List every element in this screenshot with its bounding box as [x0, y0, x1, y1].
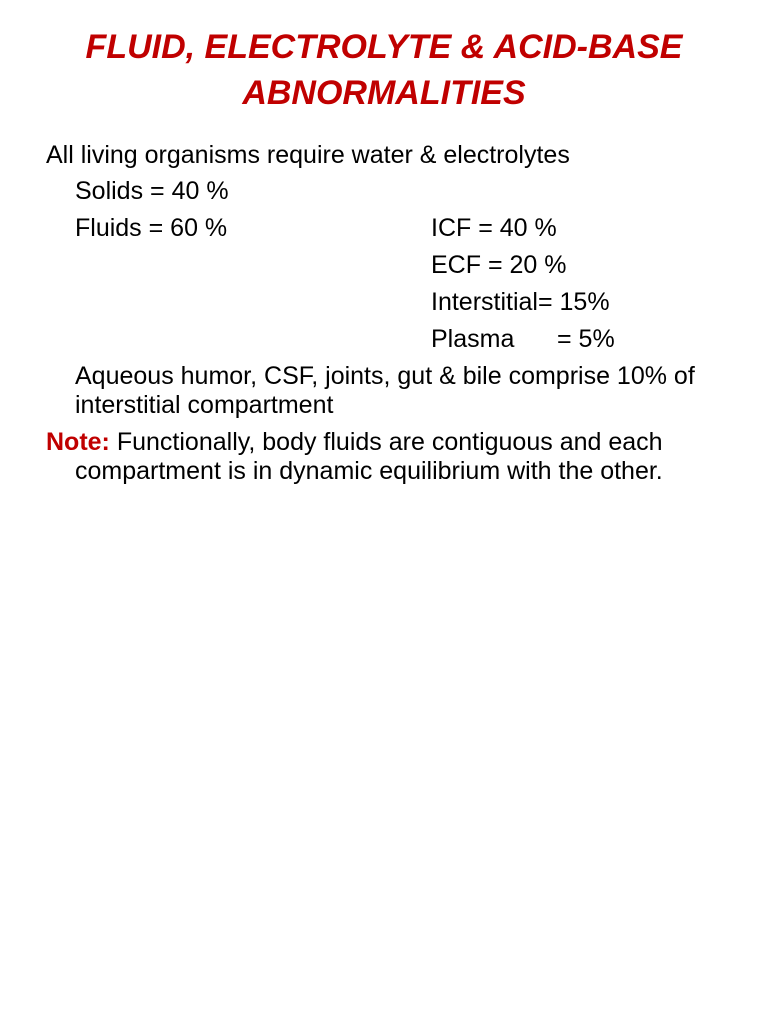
- interstitial-text: Interstitial= 15%: [431, 288, 610, 316]
- title-line-1: FLUID, ELECTROLYTE & ACID-BASE: [85, 28, 683, 66]
- aqueous-text: Aqueous humor, CSF, joints, gut & bile comprise 10% of interstitial compartment: [75, 362, 695, 419]
- fluids-text: Fluids = 60 %: [75, 214, 228, 242]
- note-label: Note:: [46, 428, 110, 456]
- plasma-label: Plasma: [431, 325, 515, 353]
- title-line-2: ABNORMALITIES: [242, 74, 526, 112]
- intro-text: All living organisms require water & electrolytes: [46, 141, 570, 169]
- solids-text: Solids = 40 %: [75, 177, 229, 205]
- note-text: Functionally, body fluids are contiguous and each compartment is in dynamic equilibrium with the other.: [75, 428, 663, 485]
- slide-title: [30, 24, 738, 116]
- plasma-value: = 5%: [557, 325, 615, 353]
- icf-text: ICF = 40 %: [431, 214, 557, 242]
- ecf-text: ECF = 20 %: [431, 251, 567, 279]
- note-paragraph: [46, 428, 765, 486]
